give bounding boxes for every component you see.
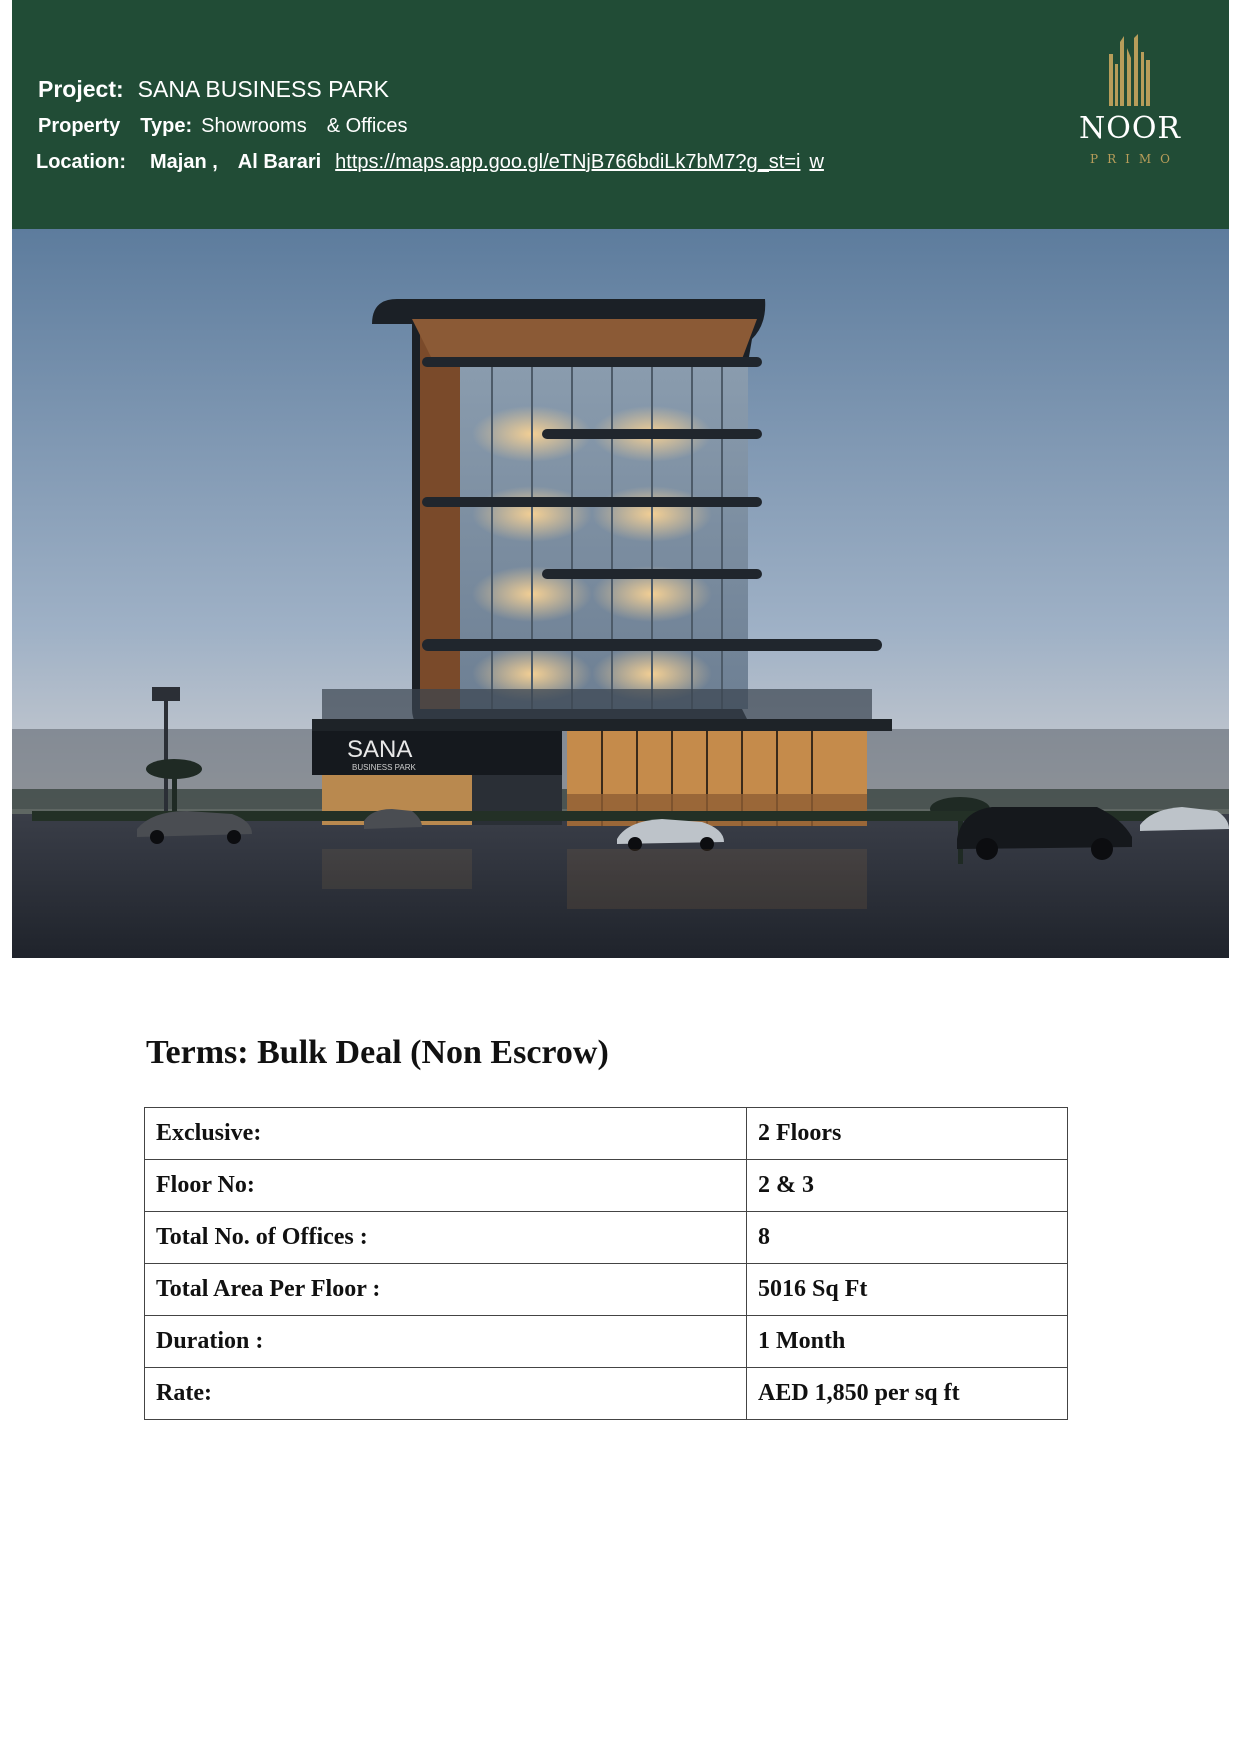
logo-sub: PRIMO [1090, 152, 1179, 166]
building-rendering [12, 229, 1229, 958]
term-label: Rate: [145, 1368, 747, 1420]
property-type-line [38, 115, 408, 138]
term-value: 5016 Sq Ft [747, 1264, 1068, 1316]
project-label: Project: [38, 76, 124, 102]
term-value: 1 Month [747, 1316, 1068, 1368]
location-sub: Al Barari [237, 151, 322, 173]
table-row [145, 1212, 1068, 1264]
table-row [145, 1316, 1068, 1368]
type-label: Type: [140, 115, 193, 137]
terms-title: Terms: Bulk Deal (Non Escrow) [146, 1034, 609, 1071]
project-line [38, 76, 389, 103]
term-label: Total Area Per Floor : [145, 1264, 747, 1316]
location-map-link-tail[interactable]: w [809, 151, 824, 173]
property-label: Property [38, 115, 121, 137]
tower-bars-icon [1105, 34, 1155, 108]
noor-primo-logo [1055, 34, 1205, 184]
location-label: Location: [36, 151, 126, 173]
term-label: Total No. of Offices : [145, 1212, 747, 1264]
term-label: Floor No: [145, 1160, 747, 1212]
term-value: AED 1,850 per sq ft [747, 1368, 1068, 1420]
terms-table [144, 1107, 1068, 1420]
term-value: 2 & 3 [747, 1160, 1068, 1212]
type-value-showrooms: Showrooms [201, 115, 307, 137]
table-row [145, 1108, 1068, 1160]
location-line [36, 151, 824, 174]
table-row [145, 1368, 1068, 1420]
project-header [12, 0, 1229, 230]
table-row [145, 1264, 1068, 1316]
term-label: Exclusive: [145, 1108, 747, 1160]
building-sign-sub: BUSINESS PARK [352, 763, 416, 772]
term-value: 8 [747, 1212, 1068, 1264]
table-row [145, 1160, 1068, 1212]
type-value-offices: & Offices [326, 115, 408, 137]
location-map-link[interactable]: https://maps.app.goo.gl/eTNjB766bdiLk7bM7?g_st=i [335, 151, 801, 173]
term-value: 2 Floors [747, 1108, 1068, 1160]
project-name: SANA BUSINESS PARK [137, 76, 390, 102]
term-label: Duration : [145, 1316, 747, 1368]
location-area: Majan , [150, 151, 218, 173]
building-illustration [12, 229, 1229, 958]
logo-name: NOOR [1078, 111, 1182, 146]
building-sign-name: SANA [347, 736, 413, 763]
